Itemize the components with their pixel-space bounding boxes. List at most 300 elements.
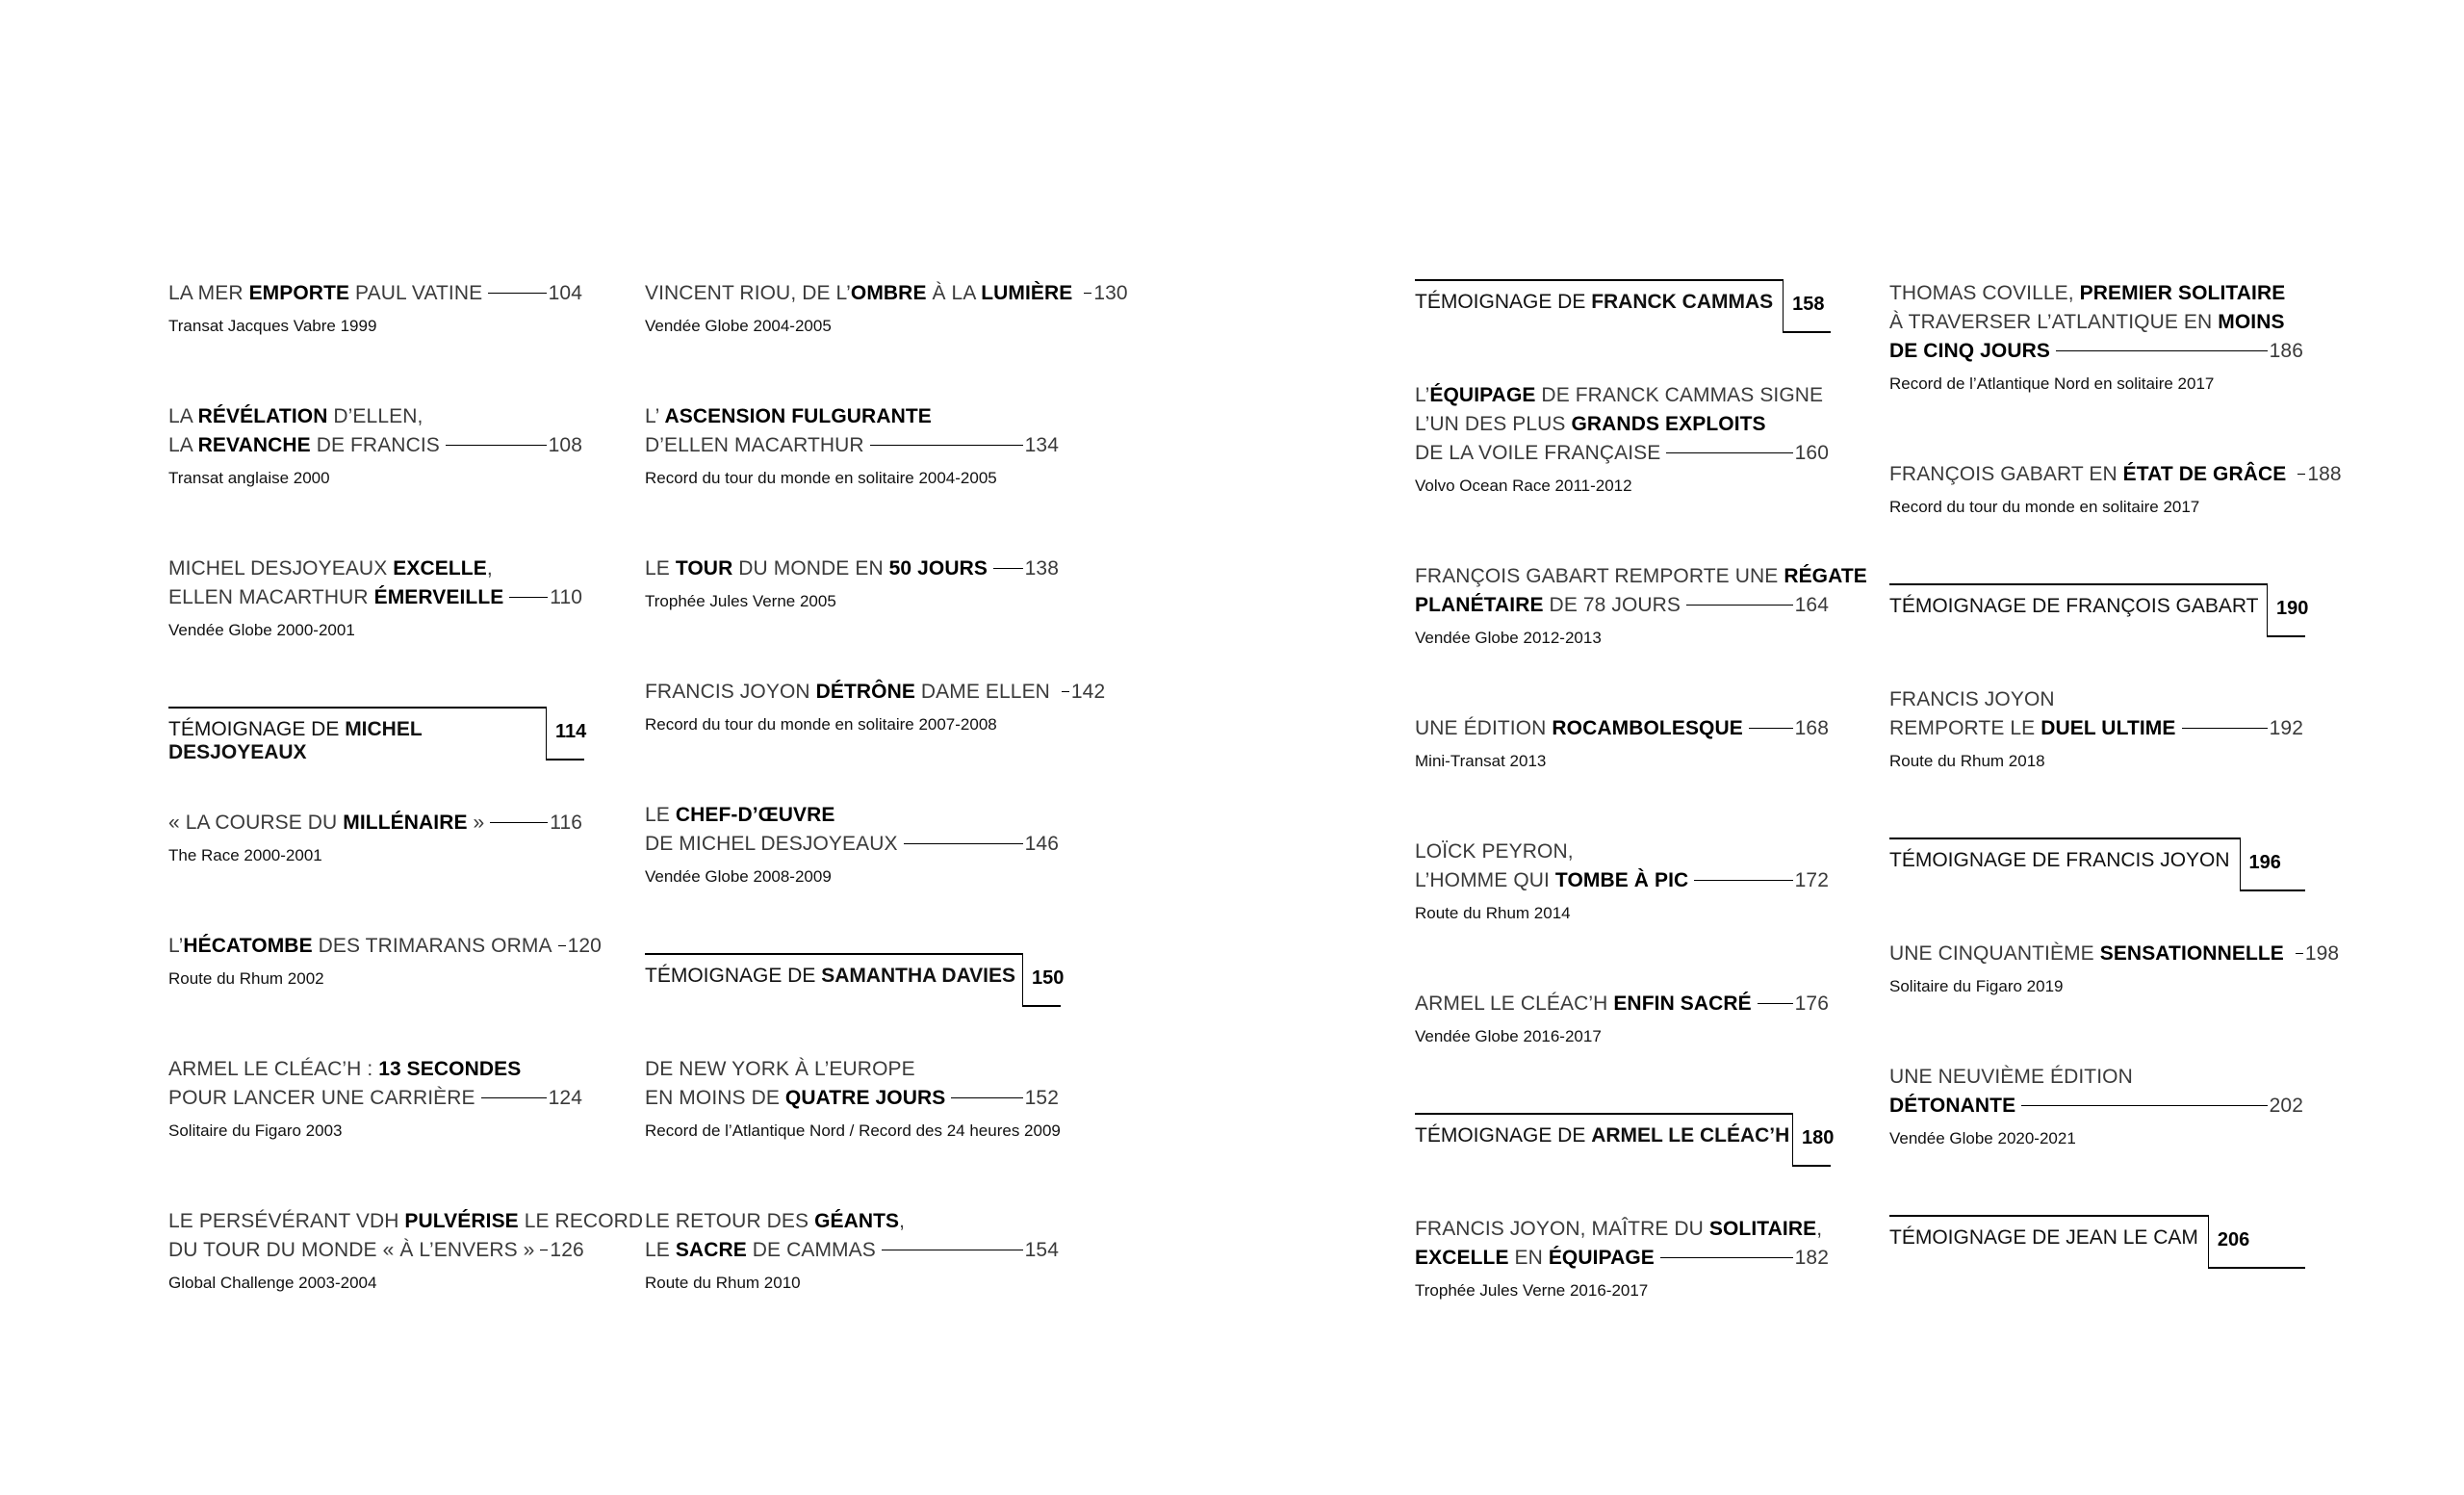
entry-title-emphasis: GRANDS EXPLOITS xyxy=(1571,413,1766,435)
entry-title-text: VINCENT RIOU, DE L’ xyxy=(645,282,851,304)
entry-title xyxy=(168,402,584,460)
entry-title-text: DAME ELLEN xyxy=(914,681,1056,703)
entry-title-text: PAUL VATINE xyxy=(349,282,483,304)
toc-entry[interactable] xyxy=(168,1207,644,1296)
page-number: 126 xyxy=(550,1239,584,1261)
toc-column-4 xyxy=(1889,279,2342,1317)
entry-title-line xyxy=(645,1236,1059,1265)
page-number: 146 xyxy=(1024,833,1059,855)
entry-subtitle: Trophée Jules Verne 2005 xyxy=(645,592,836,610)
toc-column-1 xyxy=(168,279,644,1359)
page-number: 190 xyxy=(2276,598,2309,619)
dot-leader-line xyxy=(1758,1003,1793,1004)
entry-title xyxy=(1415,381,1831,468)
entry-title-emphasis: ÉTAT DE GRÂCE xyxy=(2122,463,2287,485)
entry-title-text: DE CAMMAS xyxy=(746,1239,876,1261)
entry-title-text: MICHEL DESJOYEAUX xyxy=(168,557,394,580)
dot-leader-line xyxy=(2296,953,2303,954)
entry-title-line xyxy=(1415,1215,1829,1244)
entry-title-line xyxy=(1889,940,2340,968)
entry-title xyxy=(1889,940,2340,968)
entry-subtitle: Transat Jacques Vabre 1999 xyxy=(168,317,377,335)
page-number: 124 xyxy=(548,1087,582,1109)
entry-title-text: LA xyxy=(168,405,198,427)
entry-subtitle: Vendée Globe 2004-2005 xyxy=(645,317,832,335)
entry-title xyxy=(168,279,584,308)
entry-title-text: POUR LANCER UNE CARRIÈRE xyxy=(168,1087,475,1109)
entry-title-emphasis: EXCELLE xyxy=(393,557,487,580)
toc-entry[interactable] xyxy=(1889,940,2340,999)
dot-leader-line xyxy=(1749,728,1793,729)
entry-title-text: À TRAVERSER L’ATLANTIQUE EN xyxy=(1889,311,2219,333)
toc-entry[interactable] xyxy=(645,554,1061,614)
entry-title-line xyxy=(168,554,582,583)
entry-title-line xyxy=(1889,279,2303,308)
entry-title-line xyxy=(1889,714,2303,743)
entry-subtitle: Record de l’Atlantique Nord en solitaire 2017 xyxy=(1889,374,2215,393)
entry-title-text: EN xyxy=(1508,1247,1549,1269)
toc-entry[interactable] xyxy=(645,1207,1061,1296)
page-number: 150 xyxy=(1032,967,1065,989)
entry-title-text: DE FRANCK CAMMAS SIGNE xyxy=(1535,384,1824,406)
entry-title-emphasis: EMPORTE xyxy=(248,282,350,304)
entry-title-text: LE xyxy=(645,557,676,580)
entry-subtitle: Record du tour du monde en solitaire 2004-2005 xyxy=(645,469,997,487)
temoignage-entry[interactable] xyxy=(1415,1113,1835,1165)
entry-title-emphasis: LUMIÈRE xyxy=(981,282,1073,304)
entry-title-emphasis: ASCENSION FULGURANTE xyxy=(664,405,932,427)
entry-subtitle: Solitaire du Figaro 2019 xyxy=(1889,977,2064,995)
temoignage-prefix: TÉMOIGNAGE DE xyxy=(1889,1226,2066,1249)
entry-title-emphasis: ÉMERVEILLE xyxy=(373,586,504,608)
toc-entry[interactable] xyxy=(1415,838,1831,926)
dot-leader-line xyxy=(446,445,547,446)
dot-leader-line xyxy=(1686,605,1793,606)
entry-title-emphasis: ÉQUIPAGE xyxy=(1429,384,1536,406)
toc-entry[interactable] xyxy=(1889,1063,2305,1151)
entry-title-emphasis: SENSATIONNELLE xyxy=(2099,942,2284,965)
dot-leader-line xyxy=(1694,880,1792,881)
toc-entry[interactable] xyxy=(1889,279,2305,397)
entry-title-line xyxy=(645,801,1059,830)
entry-title-emphasis: OMBRE xyxy=(850,282,927,304)
page-number: 176 xyxy=(1794,992,1829,1015)
toc-entry[interactable] xyxy=(1415,714,1831,774)
entry-title-text: LOÏCK PEYRON, xyxy=(1415,840,1574,863)
toc-entry[interactable] xyxy=(168,932,602,992)
entry-subtitle: Solitaire du Figaro 2003 xyxy=(168,1121,343,1140)
entry-title-line xyxy=(1415,1244,1829,1273)
entry-title-text: DU TOUR DU MONDE « À L’ENVERS » xyxy=(168,1239,535,1261)
entry-title-text: EN MOINS DE xyxy=(645,1087,785,1109)
toc-column-3 xyxy=(1415,279,1867,1367)
entry-title-emphasis: ÉQUIPAGE xyxy=(1548,1247,1655,1269)
entry-title-text: L’ xyxy=(168,935,184,957)
entry-title-line xyxy=(645,431,1059,460)
temoignage-entry[interactable] xyxy=(1889,1215,2250,1267)
entry-title-emphasis: HÉCATOMBE xyxy=(183,935,313,957)
entry-title xyxy=(1889,460,2342,489)
bracket-foot xyxy=(2267,635,2305,637)
entry-subtitle: Route du Rhum 2010 xyxy=(645,1274,801,1292)
entry-title xyxy=(168,554,584,612)
entry-title-text: » xyxy=(467,812,485,834)
entry-title-text: LE RECORD xyxy=(518,1210,644,1232)
entry-title-line xyxy=(645,1084,1059,1113)
toc-entry[interactable] xyxy=(1415,1215,1831,1303)
bracket-foot xyxy=(1022,1005,1061,1007)
entry-subtitle: Vendée Globe 2020-2021 xyxy=(1889,1129,2076,1147)
entry-title-line xyxy=(645,830,1059,859)
entry-title-line xyxy=(645,678,1106,707)
entry-title-text: , xyxy=(486,557,493,580)
entry-title xyxy=(645,1055,1061,1113)
entry-title-line xyxy=(1889,308,2303,337)
entry-title-text: DE FRANCIS xyxy=(310,434,440,456)
entry-title-text: LE PERSÉVÉRANT VDH xyxy=(168,1210,405,1232)
entry-subtitle: Vendée Globe 2008-2009 xyxy=(645,867,832,886)
temoignage-entry[interactable] xyxy=(1889,838,2281,889)
entry-title-emphasis: TOUR xyxy=(675,557,733,580)
entry-title-line xyxy=(168,1207,644,1236)
page-number: 142 xyxy=(1070,681,1106,703)
entry-subtitle: Vendée Globe 2012-2013 xyxy=(1415,629,1602,647)
entry-title-line xyxy=(1415,381,1829,410)
entry-title xyxy=(1415,990,1831,1018)
temoignage-label xyxy=(168,718,546,764)
entry-subtitle: Vendée Globe 2000-2001 xyxy=(168,621,355,639)
page-number: 138 xyxy=(1024,557,1059,580)
toc-entry[interactable] xyxy=(168,554,584,643)
bracket-divider xyxy=(1022,953,1023,1005)
page-number: 168 xyxy=(1794,717,1829,739)
toc-entry[interactable] xyxy=(168,1055,584,1144)
toc-entry[interactable] xyxy=(1889,460,2342,520)
entry-title-line xyxy=(168,1055,582,1084)
toc-entry[interactable] xyxy=(645,1055,1061,1144)
entry-subtitle: Route du Rhum 2018 xyxy=(1889,752,2045,770)
page-number: 202 xyxy=(2269,1095,2303,1117)
dot-leader-line xyxy=(490,822,548,823)
bracket-divider xyxy=(546,707,547,759)
entry-title-text: DES TRIMARANS ORMA xyxy=(312,935,552,957)
entry-title-emphasis: DÉTRÔNE xyxy=(815,681,915,703)
entry-title-text: FRANCIS JOYON xyxy=(645,681,816,703)
entry-title-text: À LA xyxy=(926,282,982,304)
entry-title xyxy=(1415,714,1831,743)
bracket-divider xyxy=(2267,583,2268,635)
bracket-divider xyxy=(1783,279,1784,331)
entry-title-line xyxy=(168,402,582,431)
entry-title-emphasis: ENFIN SACRÉ xyxy=(1613,992,1752,1015)
entry-title-text: DU MONDE EN xyxy=(732,557,889,580)
entry-title xyxy=(1415,838,1831,895)
entry-title-text: LA xyxy=(168,434,198,456)
temoignage-entry[interactable] xyxy=(168,707,587,763)
entry-title-line xyxy=(645,1207,1059,1236)
page-number: 192 xyxy=(2269,717,2303,739)
temoignage-label xyxy=(1889,849,2230,872)
entry-title-emphasis: 50 JOURS xyxy=(888,557,988,580)
entry-title-line xyxy=(1415,838,1829,866)
dot-leader-line xyxy=(488,293,546,294)
dot-leader-line xyxy=(1660,1257,1793,1258)
entry-title-line xyxy=(1415,562,1867,591)
entry-title-emphasis: EXCELLE xyxy=(1415,1247,1509,1269)
entry-title-line xyxy=(1889,1063,2303,1092)
temoignage-name: SAMANTHA DAVIES xyxy=(821,965,1016,987)
bracket-divider xyxy=(2208,1215,2209,1267)
toc-entry[interactable] xyxy=(168,809,584,868)
entry-title xyxy=(645,402,1061,460)
temoignage-prefix: TÉMOIGNAGE DE xyxy=(1889,849,2066,871)
bracket-divider xyxy=(1792,1113,1793,1165)
entry-subtitle: Trophée Jules Verne 2016-2017 xyxy=(1415,1281,1649,1300)
dot-leader-line xyxy=(2056,350,2268,351)
entry-title-text: , xyxy=(899,1210,906,1232)
entry-title xyxy=(1415,562,1867,620)
entry-title-line xyxy=(1889,460,2342,489)
entry-title-text: THOMAS COVILLE, xyxy=(1889,282,2080,304)
toc-entry[interactable] xyxy=(645,279,1128,339)
page-number: 108 xyxy=(548,434,582,456)
toc-entry[interactable] xyxy=(1415,562,1867,651)
entry-title xyxy=(645,801,1061,859)
toc-entry[interactable] xyxy=(168,402,584,491)
page-number: 188 xyxy=(2307,463,2342,485)
dot-leader-line xyxy=(1666,452,1792,453)
entry-title-text: L’HOMME QUI xyxy=(1415,869,1555,891)
dot-leader-line xyxy=(1062,691,1069,692)
entry-subtitle: Route du Rhum 2014 xyxy=(1415,904,1571,922)
entry-title-line xyxy=(1415,990,1829,1018)
entry-title-emphasis: QUATRE JOURS xyxy=(784,1087,946,1109)
entry-title-text: L’ xyxy=(645,405,665,427)
entry-title-text: LA MER xyxy=(168,282,249,304)
entry-subtitle: Record du tour du monde en solitaire 2007-2008 xyxy=(645,715,997,734)
entry-title-emphasis: TOMBE À PIC xyxy=(1554,869,1689,891)
entry-title-emphasis: ROCAMBOLESQUE xyxy=(1552,717,1743,739)
entry-title-emphasis: SOLITAIRE xyxy=(1708,1218,1817,1240)
page-number: 160 xyxy=(1794,442,1829,464)
entry-title-text: D’ELLEN MACARTHUR xyxy=(645,434,864,456)
entry-title xyxy=(168,809,584,838)
entry-title-text: ELLEN MACARTHUR xyxy=(168,586,374,608)
entry-title-text: L’UN DES PLUS xyxy=(1415,413,1572,435)
entry-title-text: LE xyxy=(645,1239,676,1261)
entry-title-emphasis: DÉTONANTE xyxy=(1889,1095,2016,1117)
entry-title xyxy=(645,554,1061,583)
toc-entry[interactable] xyxy=(1889,685,2305,774)
page-number: 116 xyxy=(550,812,582,834)
entry-title-line xyxy=(1415,866,1829,895)
entry-title-text: FRANÇOIS GABART EN xyxy=(1889,463,2123,485)
entry-title-text: UNE ÉDITION xyxy=(1415,717,1553,739)
entry-title-text: DE NEW YORK À L’EUROPE xyxy=(645,1058,915,1080)
entry-subtitle: Volvo Ocean Race 2011-2012 xyxy=(1415,477,1632,495)
dot-leader-line xyxy=(1084,293,1091,294)
toc-entry[interactable] xyxy=(645,678,1106,737)
entry-title-emphasis: SACRE xyxy=(675,1239,747,1261)
toc-column-2 xyxy=(645,279,1128,1359)
entry-title-emphasis: MILLÉNAIRE xyxy=(343,812,468,834)
dot-leader-line xyxy=(870,445,1023,446)
entry-title-line xyxy=(1889,337,2303,366)
bracket-foot xyxy=(2208,1267,2305,1269)
entry-title-text: D’ELLEN, xyxy=(327,405,424,427)
temoignage-prefix: TÉMOIGNAGE DE xyxy=(645,965,822,987)
temoignage-name: FRANCK CAMMAS xyxy=(1591,291,1774,313)
entry-title-emphasis: RÉVÉLATION xyxy=(197,405,328,427)
entry-title-text: ARMEL LE CLÉAC’H xyxy=(1415,992,1614,1015)
entry-title-text: L’ xyxy=(1415,384,1430,406)
entry-title-emphasis: 13 SECONDES xyxy=(378,1058,522,1080)
temoignage-prefix: TÉMOIGNAGE DE xyxy=(1889,595,2066,617)
dot-leader-line xyxy=(2182,728,2268,729)
entry-title-text: « LA COURSE DU xyxy=(168,812,344,834)
entry-title-line xyxy=(168,583,582,612)
entry-title-line xyxy=(168,1236,582,1265)
entry-title-text: DE 78 JOURS xyxy=(1543,594,1681,616)
temoignage-name: FRANÇOIS GABART xyxy=(2066,595,2259,617)
page-number: 134 xyxy=(1024,434,1059,456)
temoignage-entry[interactable] xyxy=(1889,583,2309,635)
toc-entry[interactable] xyxy=(645,402,1061,491)
bracket-foot xyxy=(1783,331,1831,333)
entry-title-text xyxy=(2286,463,2292,485)
temoignage-name: MICHEL DESJOYEAUX xyxy=(168,718,423,763)
entry-title xyxy=(1889,279,2305,366)
page-number: 152 xyxy=(1024,1087,1059,1109)
temoignage-label xyxy=(1889,595,2259,618)
entry-title-text: FRANÇOIS GABART REMPORTE UNE xyxy=(1415,565,1784,587)
entry-title-emphasis: PLANÉTAIRE xyxy=(1415,594,1544,616)
bracket-foot xyxy=(1792,1165,1831,1167)
entry-title-line xyxy=(168,932,602,961)
page-number: 182 xyxy=(1794,1247,1829,1269)
entry-subtitle: Record de l’Atlantique Nord / Record des 24 heures 2009 xyxy=(645,1121,1061,1140)
entry-subtitle: Mini-Transat 2013 xyxy=(1415,752,1547,770)
page-number: 158 xyxy=(1792,294,1825,315)
entry-title-line xyxy=(168,279,582,308)
temoignage-label xyxy=(1415,291,1773,314)
entry-title-emphasis: CHEF-D’ŒUVRE xyxy=(675,804,835,826)
page-number: 164 xyxy=(1794,594,1829,616)
page-number: 186 xyxy=(2269,340,2303,362)
dot-leader-line xyxy=(951,1097,1022,1098)
entry-title-text: FRANCIS JOYON, MAÎTRE DU xyxy=(1415,1218,1709,1240)
entry-title xyxy=(645,1207,1061,1265)
entry-subtitle: The Race 2000-2001 xyxy=(168,846,322,864)
toc-entry[interactable] xyxy=(1415,381,1831,499)
bracket-divider xyxy=(2240,838,2241,889)
entry-title xyxy=(168,1055,584,1113)
page-number: 110 xyxy=(550,586,582,608)
entry-title-line xyxy=(1415,591,1829,620)
dot-leader-line xyxy=(904,843,1023,844)
toc-entry[interactable] xyxy=(168,279,584,339)
entry-title xyxy=(1889,1063,2305,1121)
entry-title-text: LE RETOUR DES xyxy=(645,1210,815,1232)
entry-title-emphasis: PULVÉRISE xyxy=(404,1210,519,1232)
dot-leader-line xyxy=(2297,474,2305,475)
page-number: 206 xyxy=(2217,1229,2250,1250)
entry-title-emphasis: MOINS xyxy=(2218,311,2285,333)
temoignage-label xyxy=(1889,1226,2198,1250)
temoignage-prefix: TÉMOIGNAGE DE xyxy=(1415,291,1592,313)
page-number: 180 xyxy=(1802,1127,1835,1148)
entry-title-line xyxy=(1415,714,1829,743)
entry-title xyxy=(168,932,602,961)
page-number: 154 xyxy=(1024,1239,1059,1261)
entry-subtitle: Transat anglaise 2000 xyxy=(168,469,330,487)
entry-title xyxy=(645,678,1106,707)
entry-title-text: ARMEL LE CLÉAC’H : xyxy=(168,1058,379,1080)
entry-subtitle: Global Challenge 2003-2004 xyxy=(168,1274,377,1292)
entry-title-line xyxy=(645,402,1059,431)
entry-title-text: , xyxy=(1816,1218,1823,1240)
entry-title xyxy=(1415,1215,1831,1273)
entry-title-emphasis: RÉGATE xyxy=(1784,565,1867,587)
entry-title-line xyxy=(645,554,1059,583)
entry-title-line xyxy=(1889,1092,2303,1121)
dot-leader-line xyxy=(481,1097,547,1098)
toc-entry[interactable] xyxy=(1415,990,1831,1049)
temoignage-entry[interactable] xyxy=(645,953,1065,1005)
temoignage-name: FRANCIS JOYON xyxy=(2066,849,2230,871)
entry-title-text: UNE NEUVIÈME ÉDITION xyxy=(1889,1066,2133,1088)
page-number: 172 xyxy=(1794,869,1829,891)
entry-title-text: DE LA VOILE FRANÇAISE xyxy=(1415,442,1661,464)
temoignage-name: ARMEL LE CLÉAC’H xyxy=(1591,1124,1790,1147)
temoignage-entry[interactable] xyxy=(1415,279,1825,331)
bracket-foot xyxy=(2240,889,2305,891)
entry-title-text: LE xyxy=(645,804,676,826)
temoignage-label xyxy=(645,965,1015,988)
entry-title-text: DE MICHEL DESJOYEAUX xyxy=(645,833,898,855)
entry-title xyxy=(1889,685,2305,743)
entry-title-line xyxy=(645,1055,1059,1084)
entry-title-text: FRANCIS JOYON xyxy=(1889,688,2055,710)
entry-title-text xyxy=(2284,942,2290,965)
toc-entry[interactable] xyxy=(645,801,1061,889)
entry-subtitle: Vendée Globe 2016-2017 xyxy=(1415,1027,1602,1045)
entry-title-line xyxy=(1415,439,1829,468)
entry-subtitle: Route du Rhum 2002 xyxy=(168,969,324,988)
dot-leader-line xyxy=(558,945,566,946)
dot-leader-line xyxy=(509,597,548,598)
entry-title-text xyxy=(1072,282,1078,304)
entry-title-text: REMPORTE LE xyxy=(1889,717,2041,739)
entry-title-emphasis: GÉANTS xyxy=(814,1210,900,1232)
temoignage-prefix: TÉMOIGNAGE DE xyxy=(168,718,346,740)
page-number: 114 xyxy=(555,721,587,742)
temoignage-name: JEAN LE CAM xyxy=(2066,1226,2198,1249)
entry-title-emphasis: REVANCHE xyxy=(197,434,311,456)
entry-title-line xyxy=(168,1084,582,1113)
entry-title-line xyxy=(1889,685,2303,714)
bracket-foot xyxy=(546,759,584,760)
entry-title-line xyxy=(645,279,1128,308)
temoignage-label xyxy=(1415,1124,1789,1147)
entry-title-emphasis: DUEL ULTIME xyxy=(2040,717,2176,739)
page-number: 120 xyxy=(567,935,602,957)
entry-title-line xyxy=(168,431,582,460)
page-number: 130 xyxy=(1093,282,1128,304)
page-number: 196 xyxy=(2248,852,2281,873)
entry-title-text: UNE CINQUANTIÈME xyxy=(1889,942,2100,965)
entry-subtitle: Record du tour du monde en solitaire 2017 xyxy=(1889,498,2200,516)
